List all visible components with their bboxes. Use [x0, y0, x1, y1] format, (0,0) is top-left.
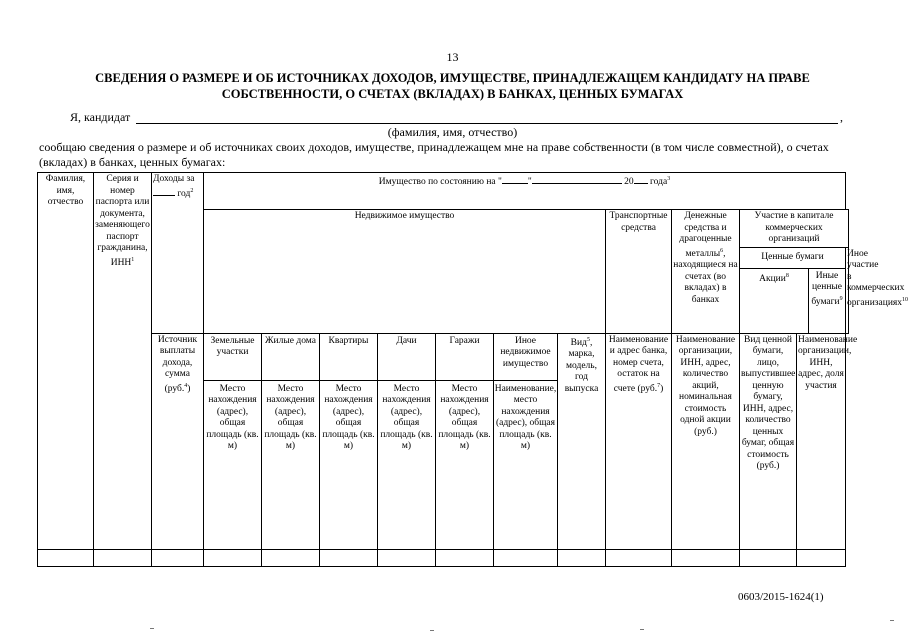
- scan-speck: [430, 630, 434, 631]
- data-cell[interactable]: [262, 549, 320, 566]
- title-line-1: СВЕДЕНИЯ О РАЗМЕРЕ И ОБ ИСТОЧНИКАХ ДОХОДОВ, ИМУЩЕСТВЕ, ПРИНАДЛЕЖАЩЕМ КАНДИДАТУ НА ПРАВЕ: [95, 71, 810, 85]
- apartments-location: Место нахождения (адрес), общая площадь (кв. м): [322, 383, 375, 451]
- data-cell[interactable]: [436, 549, 494, 566]
- header-property-year: 20: [624, 177, 634, 188]
- candidate-label: Я, кандидат: [70, 110, 131, 124]
- data-cell[interactable]: [494, 549, 558, 566]
- header-money-text: Денежные средства и драгоценные металлы: [679, 211, 732, 259]
- securities-info: Вид ценной бумаги, лицо, выпустившее ценную бумагу, ИНН, адрес, количество ценных бумаг, общая стоимость (руб.): [740, 333, 797, 549]
- apartments-cell: [320, 333, 378, 549]
- table-row: [38, 549, 849, 566]
- note-5: 5: [586, 336, 590, 343]
- securities-subheaders: [740, 269, 845, 333]
- note-9: 9: [839, 295, 843, 302]
- note-1: 1: [131, 256, 135, 263]
- land-location: Место нахождения (адрес), общая площадь (кв. м): [206, 383, 259, 451]
- header-property-suffix: года: [650, 177, 668, 188]
- header-income-source-text: Источник выплаты дохода, сумма (руб.: [157, 334, 198, 394]
- houses-cell: [262, 333, 320, 549]
- land-cell: [204, 333, 262, 549]
- header-shares-text: Акции: [759, 273, 786, 284]
- securities-block: [740, 247, 846, 333]
- data-cell[interactable]: [152, 549, 204, 566]
- houses-location: Место нахождения (адрес), общая площадь (кв. м): [264, 383, 317, 451]
- bank-info: [606, 333, 672, 549]
- fio-hint: (фамилия, имя, отчество): [387, 125, 518, 139]
- candidate-comma: ,: [840, 110, 843, 124]
- data-cell[interactable]: [94, 549, 152, 566]
- header-apartments: Квартиры: [320, 334, 377, 381]
- other-realty-location: Наименование, место нахождения (адрес), общая площадь (кв. м): [494, 383, 557, 451]
- note-7: 7: [657, 382, 661, 389]
- income-year-blank[interactable]: [153, 187, 175, 196]
- data-cell[interactable]: [740, 549, 797, 566]
- footer-code: 0603/2015-1624(1): [738, 591, 824, 603]
- header-money: [672, 210, 740, 334]
- property-month-blank[interactable]: [532, 175, 622, 184]
- header-garages: Гаражи: [436, 334, 493, 381]
- garages-location: Место нахождения (адрес), общая площадь (кв. м): [438, 383, 491, 451]
- vehicle-info: [558, 333, 606, 549]
- scan-speck: [640, 629, 644, 630]
- declaration-table: [37, 172, 908, 567]
- note-6: 6: [720, 247, 724, 254]
- property-year-blank[interactable]: [634, 175, 648, 184]
- header-income-source-end: ): [187, 383, 191, 394]
- header-income-source: [152, 333, 204, 549]
- property-day-blank[interactable]: [502, 175, 528, 184]
- header-shares: [740, 269, 809, 333]
- header-fio: Фамилия, имя, отчество: [38, 173, 94, 550]
- bank-info-end: ): [660, 383, 664, 394]
- data-cell[interactable]: [320, 549, 378, 566]
- header-securities: Ценные бумаги: [740, 248, 845, 269]
- header-other-securities-text: Иные ценные бумаги: [811, 270, 843, 307]
- dachas-cell: [378, 333, 436, 549]
- dachas-location: Место нахождения (адрес), общая площадь (кв. м): [380, 383, 433, 451]
- vehicle-info-2: , марка, модель, год выпуска: [564, 337, 599, 394]
- header-other-participation: [846, 247, 908, 333]
- note-10: 10: [902, 296, 908, 303]
- header-other-participation-text: Иное участие в коммерческих организациях: [847, 248, 905, 308]
- participation-info: Наименование организации, ИНН, адрес, доля участия: [797, 333, 846, 549]
- data-cell[interactable]: [797, 549, 846, 566]
- shares-info: Наименование организации, ИНН, адрес, количество акций, номинальная стоимость одной акции (руб.): [672, 333, 740, 549]
- header-capital: Участие в капитале коммерческих организаций: [740, 210, 849, 248]
- header-other-securities: [809, 269, 845, 333]
- header-real-estate: Недвижимое имущество: [204, 210, 606, 334]
- data-cell[interactable]: [606, 549, 672, 566]
- data-cell[interactable]: [378, 549, 436, 566]
- candidate-name-field[interactable]: [136, 123, 838, 124]
- header-money-suffix: , находящиеся на счетах (во вкладах) в банках: [673, 248, 738, 305]
- header-property: [204, 173, 846, 210]
- data-cell[interactable]: [38, 549, 94, 566]
- intro-text: сообщаю сведения о размере и об источниках своих доходов, имуществе, принадлежащем мне на праве собственности (в том числе совместной), о счетах (вкладах) в банках, ценных бумагах:: [39, 140, 829, 169]
- header-passport: [94, 173, 152, 550]
- data-cell[interactable]: [204, 549, 262, 566]
- data-cell[interactable]: [672, 549, 740, 566]
- header-income-suffix: год: [177, 188, 191, 199]
- header-property-quote: ": [527, 177, 532, 188]
- note-8: 8: [785, 272, 789, 279]
- scan-speck: [150, 628, 154, 629]
- header-transport: Транспортные средства: [606, 210, 672, 334]
- bank-info-text: Наименование и адрес банка, номер счета, остаток на счете (руб.: [608, 334, 669, 394]
- header-income-text: Доходы за: [153, 174, 195, 184]
- note-3: 3: [667, 176, 671, 182]
- header-houses: Жилые дома: [262, 334, 319, 381]
- garages-cell: [436, 333, 494, 549]
- note-2: 2: [190, 187, 194, 194]
- header-passport-text: Серия и номер паспорта или документа, заменяющего паспорт гражданина, ИНН: [95, 174, 150, 268]
- note-4: 4: [184, 382, 188, 389]
- other-realty-cell: [494, 333, 558, 549]
- header-income: [152, 173, 204, 334]
- data-cell[interactable]: [558, 549, 606, 566]
- document-title: [40, 70, 865, 102]
- header-property-prefix: Имущество по состоянию на ": [378, 177, 502, 188]
- header-land: Земельные участки: [204, 334, 261, 381]
- header-dachas: Дачи: [378, 334, 435, 381]
- scan-speck: [890, 620, 894, 621]
- title-line-2: СОБСТВЕННОСТИ, О СЧЕТАХ (ВКЛАДАХ) В БАНКАХ, ЦЕННЫХ БУМАГАХ: [221, 87, 684, 101]
- vehicle-info-1: Вид: [570, 337, 587, 348]
- page-number: 13: [446, 50, 459, 64]
- header-other-realty: Иное недвижимое имущество: [494, 334, 557, 381]
